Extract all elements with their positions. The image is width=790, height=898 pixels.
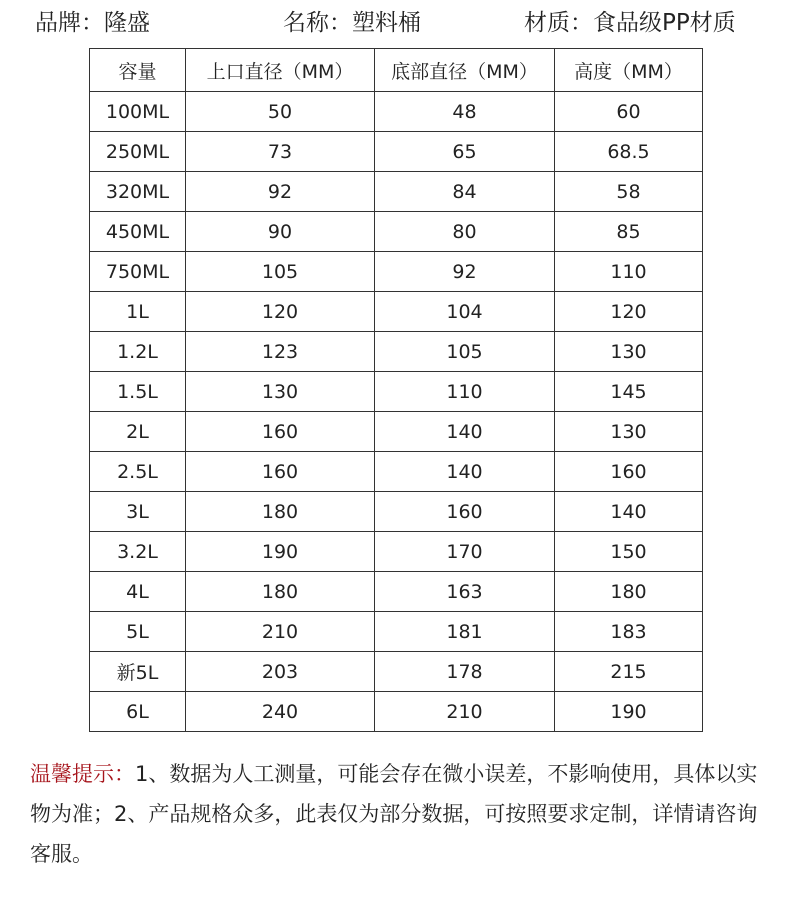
brand-label: 品牌：隆盛 [35, 10, 150, 36]
cell-capacity: 450ML [90, 212, 186, 252]
cell-capacity: 320ML [90, 172, 186, 212]
cell-capacity: 100ML [90, 92, 186, 132]
cell-bottom-diameter: 92 [375, 252, 555, 292]
table-row [90, 492, 703, 532]
cell-top-diameter: 160 [186, 412, 375, 452]
cell-bottom-diameter: 140 [375, 452, 555, 492]
table-row [90, 452, 703, 492]
material-label: 材质：食品级PP材质 [524, 10, 736, 36]
cell-bottom-diameter: 181 [375, 612, 555, 652]
cell-top-diameter: 120 [186, 292, 375, 332]
table-row [90, 292, 703, 332]
table-row [90, 212, 703, 252]
cell-bottom-diameter: 163 [375, 572, 555, 612]
notice [30, 754, 770, 874]
cell-top-diameter: 130 [186, 372, 375, 412]
cell-height: 140 [555, 492, 703, 532]
cell-top-diameter: 92 [186, 172, 375, 212]
cell-top-diameter: 50 [186, 92, 375, 132]
table-row [90, 132, 703, 172]
cell-top-diameter: 123 [186, 332, 375, 372]
table-row [90, 172, 703, 212]
cell-capacity: 4L [90, 572, 186, 612]
cell-bottom-diameter: 105 [375, 332, 555, 372]
header-capacity: 容量 [90, 49, 186, 92]
header-height: 高度（MM） [555, 49, 703, 92]
cell-capacity: 750ML [90, 252, 186, 292]
table-row [90, 692, 703, 732]
table-header-row [90, 49, 703, 92]
cell-bottom-diameter: 80 [375, 212, 555, 252]
notice-label: 温馨提示： [30, 762, 135, 786]
header-bottom-diameter: 底部直径（MM） [375, 49, 555, 92]
table-row [90, 372, 703, 412]
notice-text: 1、数据为人工测量，可能会存在微小误差，不影响使用，具体以实物为准；2、产品规格众多，此表仅为部分数据，可按照要求定制，详情请咨询客服。 [30, 762, 758, 866]
cell-height: 160 [555, 452, 703, 492]
cell-top-diameter: 180 [186, 492, 375, 532]
page-header [0, 6, 790, 40]
cell-bottom-diameter: 170 [375, 532, 555, 572]
cell-bottom-diameter: 140 [375, 412, 555, 452]
table-row [90, 92, 703, 132]
table-row [90, 332, 703, 372]
table-row [90, 532, 703, 572]
cell-height: 145 [555, 372, 703, 412]
cell-bottom-diameter: 210 [375, 692, 555, 732]
spec-table-body [90, 92, 703, 732]
cell-bottom-diameter: 104 [375, 292, 555, 332]
product-name-label: 名称：塑料桶 [283, 10, 421, 36]
header-top-diameter: 上口直径（MM） [186, 49, 375, 92]
cell-top-diameter: 203 [186, 652, 375, 692]
cell-top-diameter: 180 [186, 572, 375, 612]
table-row [90, 612, 703, 652]
cell-capacity: 1L [90, 292, 186, 332]
table-row [90, 412, 703, 452]
cell-top-diameter: 160 [186, 452, 375, 492]
cell-height: 215 [555, 652, 703, 692]
cell-bottom-diameter: 178 [375, 652, 555, 692]
cell-capacity: 新5L [90, 652, 186, 692]
cell-top-diameter: 240 [186, 692, 375, 732]
cell-top-diameter: 90 [186, 212, 375, 252]
cell-bottom-diameter: 84 [375, 172, 555, 212]
cell-bottom-diameter: 65 [375, 132, 555, 172]
cell-height: 150 [555, 532, 703, 572]
cell-capacity: 1.5L [90, 372, 186, 412]
table-row [90, 652, 703, 692]
cell-capacity: 3L [90, 492, 186, 532]
cell-height: 85 [555, 212, 703, 252]
spec-table [89, 48, 703, 732]
cell-height: 58 [555, 172, 703, 212]
cell-height: 190 [555, 692, 703, 732]
cell-height: 130 [555, 332, 703, 372]
cell-capacity: 6L [90, 692, 186, 732]
cell-bottom-diameter: 160 [375, 492, 555, 532]
cell-capacity: 3.2L [90, 532, 186, 572]
table-row [90, 572, 703, 612]
cell-height: 183 [555, 612, 703, 652]
cell-height: 60 [555, 92, 703, 132]
cell-top-diameter: 210 [186, 612, 375, 652]
cell-top-diameter: 190 [186, 532, 375, 572]
cell-bottom-diameter: 110 [375, 372, 555, 412]
cell-capacity: 2.5L [90, 452, 186, 492]
cell-top-diameter: 105 [186, 252, 375, 292]
cell-height: 130 [555, 412, 703, 452]
cell-height: 110 [555, 252, 703, 292]
cell-top-diameter: 73 [186, 132, 375, 172]
cell-height: 180 [555, 572, 703, 612]
cell-capacity: 2L [90, 412, 186, 452]
cell-height: 120 [555, 292, 703, 332]
table-row [90, 252, 703, 292]
cell-capacity: 1.2L [90, 332, 186, 372]
cell-height: 68.5 [555, 132, 703, 172]
cell-capacity: 250ML [90, 132, 186, 172]
cell-bottom-diameter: 48 [375, 92, 555, 132]
cell-capacity: 5L [90, 612, 186, 652]
